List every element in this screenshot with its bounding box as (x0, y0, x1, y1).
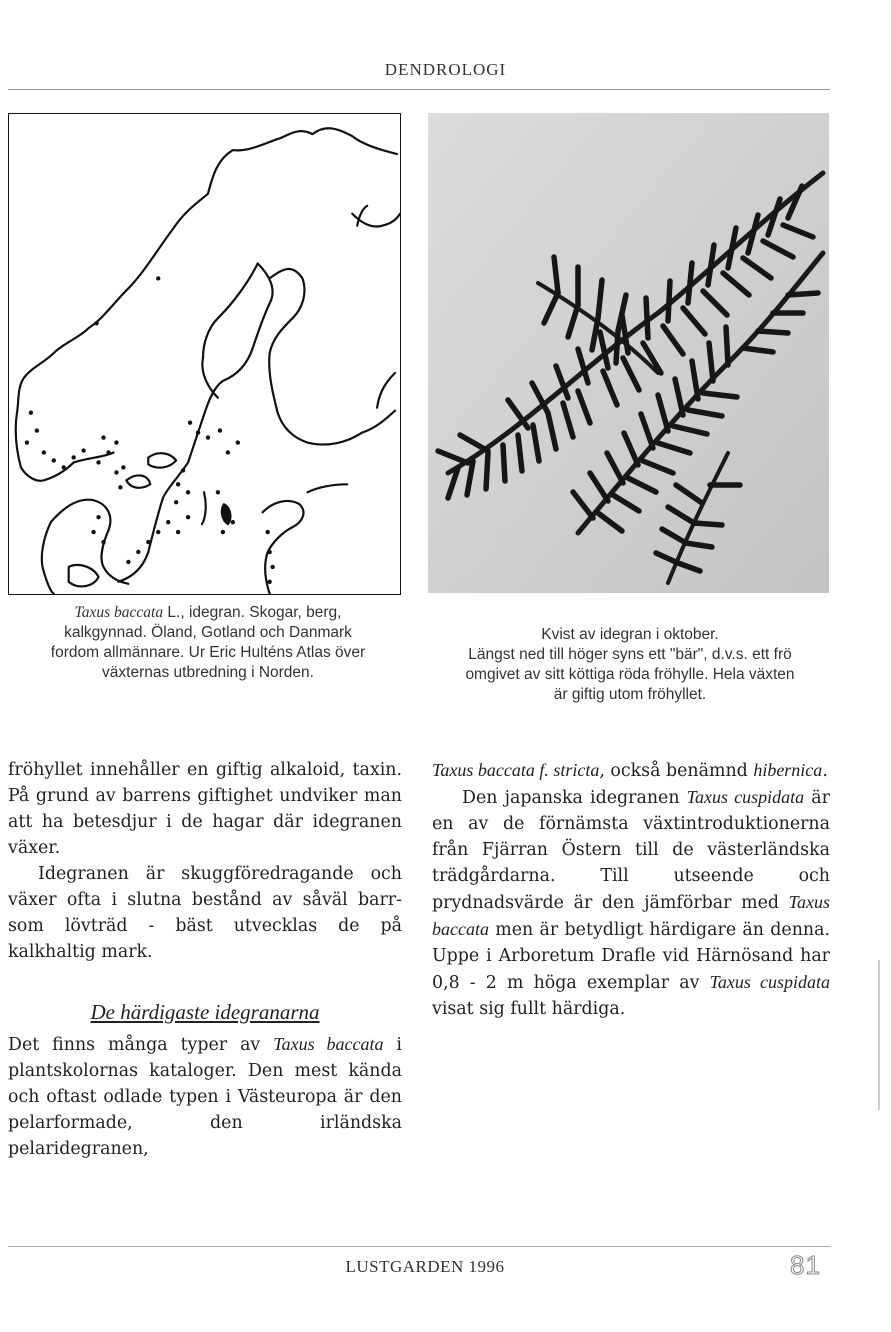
paragraph: Idegranen är skuggföredragande och växer ofta i slutna bestånd av såväl barr- som lövträd - bäst utvecklas de på kalkhaltig mark. (8, 864, 402, 962)
caption-species: Taxus baccata (74, 604, 164, 621)
left-column (8, 757, 402, 1162)
scandinavia-map-icon (9, 114, 400, 594)
photo-caption (430, 625, 830, 705)
scan-artifact (878, 960, 880, 1110)
yew-branch-photo (428, 113, 829, 593)
publication-footer: LUSTGARDEN 1996 (345, 1257, 505, 1276)
paragraph: Det finns många typer av Taxus baccata i plantskolornas kataloger. Den mest kända och oftast odlade typen i Västeuropa är den pelarformade, den irländska pelaridegranen, (8, 1034, 402, 1159)
caption-line: Kvist av idegran i oktober. (541, 626, 719, 643)
caption-line: L., idegran. Skogar, berg, (163, 604, 342, 621)
caption-line: växternas utbredning i Norden. (102, 664, 314, 681)
yew-branch-icon (428, 113, 829, 593)
running-header: DENDROLOGI (384, 60, 507, 79)
right-column (432, 757, 830, 1022)
subheading: De härdigaste idegranarna (90, 1000, 320, 1024)
paragraph: Taxus baccata f. stricta, också benämnd hibernica. (432, 760, 828, 781)
page-number: 81 (790, 1250, 821, 1280)
paragraph: Den japanska idegranen Taxus cuspidata är en av de förnämsta växtintroduktionerna från Fjärran Östern till de västerländska trädgårdarna. Till utseende och prydnadsvärde är den jämförbar med Taxus baccata men är betydligt härdigare än denna. Uppe i Arboretum Drafle vid Härnösand har 0,8 - 2 m höga exemplar av Taxus cuspidata visat sig fullt härdiga. (432, 787, 831, 1019)
caption-line: omgivet av sitt köttiga röda fröhylle. Hela växten (465, 666, 795, 683)
map-caption (18, 603, 398, 683)
caption-line: kalkgynnad. Öland, Gotland och Danmark (64, 624, 352, 641)
caption-line: är giftig utom fröhyllet. (553, 686, 707, 703)
distribution-map (8, 113, 401, 595)
caption-line: fordom allmännare. Ur Eric Hulténs Atlas över (50, 644, 366, 661)
caption-line: Längst ned till höger syns ett "bär", d.v.s. ett frö (468, 646, 792, 663)
footer-rule (8, 1246, 830, 1247)
paragraph: fröhyllet innehåller en giftig alkaloid, taxin. På grund av barrens giftighet undviker man att ha betesdjur i de hagar där idegranen växer. (8, 760, 402, 858)
header-rule (8, 89, 830, 90)
